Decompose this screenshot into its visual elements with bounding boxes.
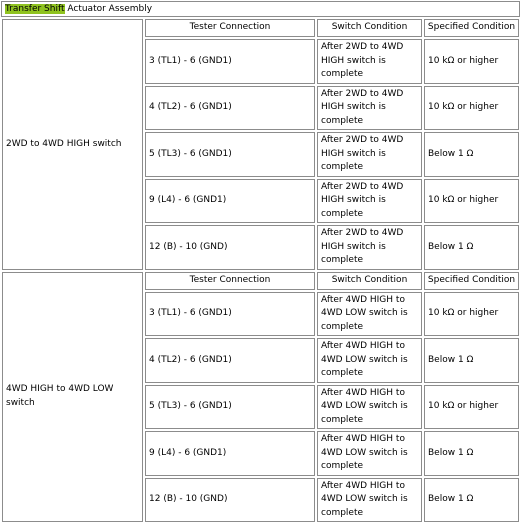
cell-connection: 4 (TL2) - 6 (GND1) bbox=[145, 338, 315, 383]
cell-connection: 9 (L4) - 6 (GND1) bbox=[145, 179, 315, 224]
cell-specified-condition: Below 1 Ω bbox=[424, 132, 519, 177]
cell-connection: 5 (TL3) - 6 (GND1) bbox=[145, 385, 315, 430]
cell-connection: 3 (TL1) - 6 (GND1) bbox=[145, 292, 315, 337]
cell-specified-condition: 10 kΩ or higher bbox=[424, 179, 519, 224]
col-header-specified-condition: Specified Condition bbox=[424, 272, 519, 290]
section-title bbox=[1, 1, 520, 17]
table-header-row bbox=[2, 19, 519, 37]
document-page bbox=[1, 1, 520, 524]
cell-specified-condition: 10 kΩ or higher bbox=[424, 86, 519, 131]
cell-specified-condition: Below 1 Ω bbox=[424, 225, 519, 270]
col-header-switch-condition: Switch Condition bbox=[317, 272, 422, 290]
cell-switch-condition: After 4WD HIGH to 4WD LOW switch is complete bbox=[317, 478, 422, 523]
col-header-connection: Tester Connection bbox=[145, 272, 315, 290]
group-label: 4WD HIGH to 4WD LOW switch bbox=[6, 384, 114, 408]
cell-specified-condition: Below 1 Ω bbox=[424, 431, 519, 476]
cell-connection: 12 (B) - 10 (GND) bbox=[145, 225, 315, 270]
cell-switch-condition: After 2WD to 4WD HIGH switch is complete bbox=[317, 225, 422, 270]
cell-connection: 12 (B) - 10 (GND) bbox=[145, 478, 315, 523]
col-header-connection: Tester Connection bbox=[145, 19, 315, 37]
cell-switch-condition: After 4WD HIGH to 4WD LOW switch is complete bbox=[317, 338, 422, 383]
cell-switch-condition: After 2WD to 4WD HIGH switch is complete bbox=[317, 132, 422, 177]
cell-connection: 3 (TL1) - 6 (GND1) bbox=[145, 39, 315, 84]
cell-connection: 5 (TL3) - 6 (GND1) bbox=[145, 132, 315, 177]
cell-specified-condition: Below 1 Ω bbox=[424, 338, 519, 383]
title-highlight: Transfer Shift bbox=[5, 4, 65, 14]
cell-specified-condition: 10 kΩ or higher bbox=[424, 292, 519, 337]
inspection-table bbox=[0, 17, 521, 524]
cell-connection: 9 (L4) - 6 (GND1) bbox=[145, 431, 315, 476]
cell-specified-condition: 10 kΩ or higher bbox=[424, 385, 519, 430]
col-header-switch-condition: Switch Condition bbox=[317, 19, 422, 37]
cell-switch-condition: After 2WD to 4WD HIGH switch is complete bbox=[317, 39, 422, 84]
group-label: 2WD to 4WD HIGH switch bbox=[6, 138, 122, 149]
cell-switch-condition: After 2WD to 4WD HIGH switch is complete bbox=[317, 86, 422, 131]
table-header-row bbox=[2, 272, 519, 290]
cell-switch-condition: After 2WD to 4WD HIGH switch is complete bbox=[317, 179, 422, 224]
group-label-cell bbox=[2, 19, 143, 270]
cell-switch-condition: After 4WD HIGH to 4WD LOW switch is complete bbox=[317, 292, 422, 337]
col-header-specified-condition: Specified Condition bbox=[424, 19, 519, 37]
title-text: Actuator Assembly bbox=[64, 4, 153, 14]
cell-switch-condition: After 4WD HIGH to 4WD LOW switch is complete bbox=[317, 431, 422, 476]
cell-specified-condition: Below 1 Ω bbox=[424, 478, 519, 523]
cell-specified-condition: 10 kΩ or higher bbox=[424, 39, 519, 84]
group-label-cell bbox=[2, 272, 143, 523]
cell-connection: 4 (TL2) - 6 (GND1) bbox=[145, 86, 315, 131]
cell-switch-condition: After 4WD HIGH to 4WD LOW switch is complete bbox=[317, 385, 422, 430]
